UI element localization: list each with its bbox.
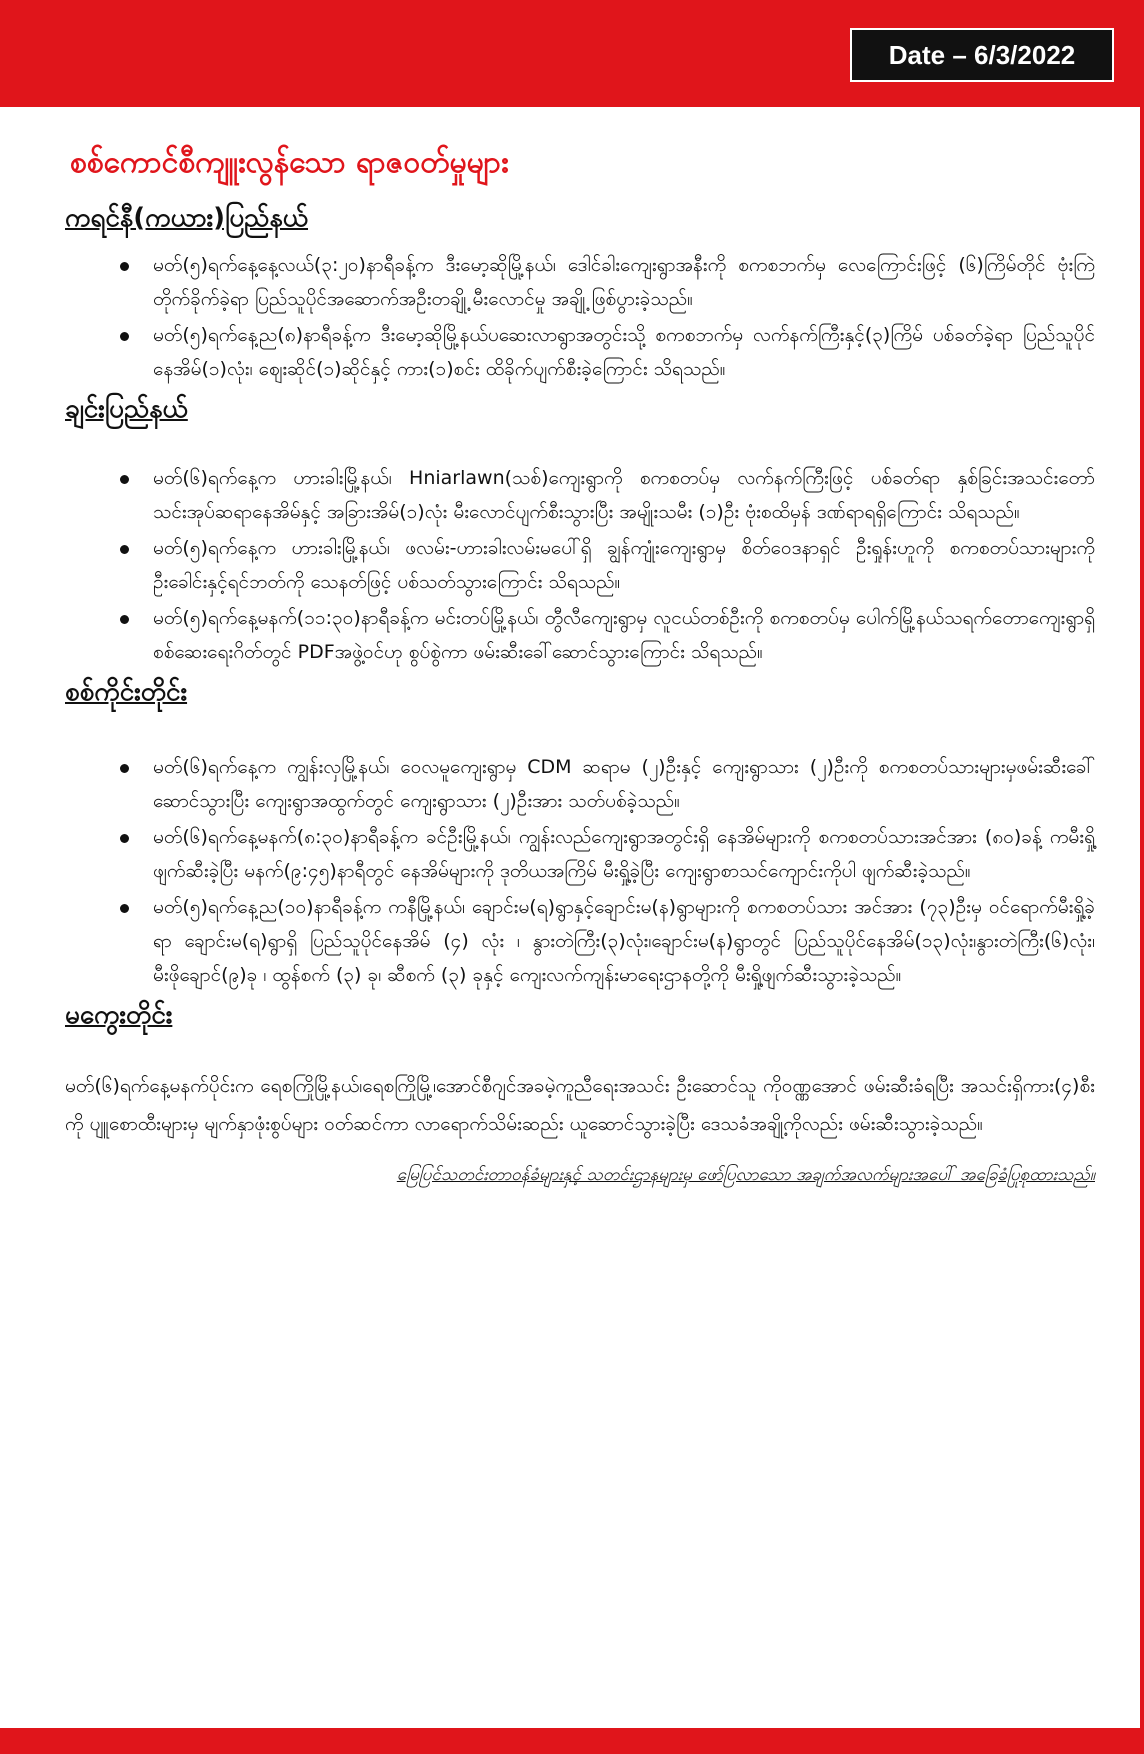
section-title-chin: ချင်းပြည်နယ် xyxy=(65,394,188,424)
item-text: မတ်(၅)ရက်နေ့ည(၁၀)နာရီခန့်က ကနီမြို့နယ်၊ ချောင်းမ(ရ)ရွာနှင့်ချောင်းမ(န)ရွာများကို စကစတပ်သား အင်အား (၇၃)ဦးမှ ဝင်ရောက်မီးရှို့ခဲ့ရာ ချောင်းမ(ရ)ရွာရှိ ပြည်သူပိုင်နေအိမ် (၄) လုံး ၊ နွားတဲကြီး(၃)လုံး၊ချောင်းမ(န)ရွာတွင် ပြည်သူပိုင်နေအိမ်(၁၃)လုံး၊နွားတဲကြီး(၆)လုံး၊မီးဖိုချောင်(၉)ခု ၊ ထွန်စက် (၃) ခု၊ ဆီစက် (၃) ခုနှင့် ကျေးလက်ကျန်းမာရေးဌာနတို့ကို မီးရှို့ဖျက်ဆီးသွားခဲ့သည်။ xyxy=(153,896,1095,986)
item-list xyxy=(65,461,1095,669)
item-text: မတ်(၆)ရက်နေ့က ကျွန်းလှမြို့နယ်၊ ဝေလမူကျေးရွာမှ CDM ဆရာမ (၂)ဦးနှင့် ကျေးရွာသား (၂)ဦးကို စကစတပ်သားများမှဖမ်းဆီးခေါ်ဆောင်သွားပြီး ကျေးရွာအထွက်တွင် ကျေးရွာသား (၂)ဦးအား သတ်ပစ်ခဲ့သည်။ xyxy=(153,756,1095,812)
item-text: မတ်(၆)ရက်နေ့က ဟားခါးမြို့နယ်၊ Hniarlawn(သစ်)ကျေးရွာကို စကစတပ်မှ လက်နက်ကြီးဖြင့် ပစ်ခတ်ရာ နှစ်ခြင်းအသင်းတော် သင်းအုပ်ဆရာနေအိမ်နှင့် အခြားအိမ်(၁)လုံး မီးလောင်ပျက်စီးသွားပြီး အမျိုးသမီး (၁)ဦး ဗုံးစထိမှန် ဒဏ်ရာရရှိကြောင်း သိရသည်။ xyxy=(153,467,1095,523)
item-list xyxy=(65,750,1095,992)
section-title-kayah: ကရင်နီ(ကယား)ပြည်နယ် xyxy=(65,203,309,233)
date-label: Date – 6/3/2022 xyxy=(850,28,1114,82)
bullet-icon xyxy=(120,904,129,913)
bullet-icon xyxy=(120,615,129,624)
list-item xyxy=(120,248,1095,316)
list-item xyxy=(120,531,1095,599)
section-title-magway: မကွေးတိုင်း xyxy=(65,1000,173,1030)
item-text: မတ်(၅)ရက်နေ့မနက်(၁၁:၃၀)နာရီခန့်က မင်းတပ်မြို့နယ်၊ တွီလီကျေးရွာမှ လူငယ်တစ်ဦးကို စကစတပ်မှ ပေါက်မြို့နယ်သရက်တောကျေးရွာရှိ စစ်ဆေးရေးဂိတ်တွင် PDFအဖွဲ့ဝင်ဟု စွပ်စွဲကာ ဖမ်းဆီးခေါ်ဆောင်သွားကြောင်း သိရသည်။ xyxy=(153,607,1095,663)
right-accent-rule xyxy=(1140,0,1144,1754)
list-item xyxy=(120,890,1095,992)
item-list xyxy=(65,248,1095,386)
document-body xyxy=(65,140,1095,1189)
bullet-icon xyxy=(120,545,129,554)
bullet-icon xyxy=(120,764,129,773)
footer-band xyxy=(0,1728,1144,1754)
bullet-icon xyxy=(120,332,129,341)
bullet-icon xyxy=(120,475,129,484)
list-item xyxy=(120,820,1095,888)
item-text: မတ်(၅)ရက်နေ့က ဟားခါးမြို့နယ်၊ ဖလမ်း-ဟားခါးလမ်းမပေါ်ရှိ ချွန်ကျုံးကျေးရွာမှ စိတ်ဝေဒနာရှင် ဦးရှုန်းဟူကို စကစတပ်သားများကို ဦးခေါင်းနှင့်ရင်ဘတ်ကို သေနတ်ဖြင့် ပစ်သတ်သွားကြောင်း သိရသည်။ xyxy=(153,537,1095,593)
list-item xyxy=(120,750,1095,818)
section-paragraph: မတ်(၆)ရက်နေ့မနက်ပိုင်းက ရေစကြိုမြို့နယ်၊ရေစကြိုမြို့၊အောင်စီဂျင်အခမဲ့ကူညီရေးအသင်း ဦးဆောင်သူ ကိုဝဏ္ဏအောင် ဖမ်းဆီးခံရပြီး အသင်းရှိကား(၄)စီးကို ပျူစောထီးများမှ မျက်နှာဖုံးစွပ်များ ဝတ်ဆင်ကာ လာရောက်သိမ်းဆည်း ယူဆောင်သွားခဲ့ပြီး ဒေသခံအချို့ကိုလည်း ဖမ်းဆီးသွားခဲ့သည်။ xyxy=(65,1075,1095,1135)
list-item xyxy=(120,601,1095,669)
page-title: စစ်ကောင်စီကျူးလွန်သော ရာဇဝတ်မှုများ xyxy=(70,145,509,180)
item-text: မတ်(၅)ရက်နေ့နေ့လယ်(၃:၂၀)နာရီခန့်က ဒီးမော့ဆိုမြို့နယ်၊ ဒေါင်ခါးကျေးရွာအနီးကို စကစဘက်မှ လေကြောင်းဖြင့် (၆)ကြိမ်တိုင် ဗုံးကြဲတိုက်ခိုက်ခဲ့ရာ ပြည်သူပိုင်အဆောက်အဦးတချို့ မီးလောင်မှု အချို့ ဖြစ်ပွားခဲ့သည်။ xyxy=(153,254,1095,310)
list-item xyxy=(120,318,1095,386)
source-note: မြေပြင်သတင်းတာဝန်ခံများနှင့် သတင်းဌာနများမှ ဖော်ပြလာသော အချက်အလက်များအပေါ် အခြေခံပြုစုထားသည်။ xyxy=(396,1165,1095,1185)
list-item xyxy=(120,461,1095,529)
item-text: မတ်(၅)ရက်နေ့ည(၈)နာရီခန့်က ဒီးမော့ဆိုမြို့နယ်ပဆေးလာရွာအတွင်းသို့ စကစဘက်မှ လက်နက်ကြီးနှင့်(၃)ကြိမ် ပစ်ခတ်ခဲ့ရာ ပြည်သူပိုင်နေအိမ်(၁)လုံး၊ ဈေးဆိုင်(၁)ဆိုင်နှင့် ကား(၁)စင်း ထိခိုက်ပျက်စီးခဲ့ကြောင်း သိရသည်။ xyxy=(153,324,1095,380)
bullet-icon xyxy=(120,834,129,843)
item-text: မတ်(၆)ရက်နေ့မနက်(၈:၃၀)နာရီခန့်က ခင်ဦးမြို့နယ်၊ ကျွန်းလည်ကျေးရွာအတွင်းရှိ နေအိမ်များကို စကစတပ်သားအင်အား (၈၀)ခန့် ကမီးရှို့ဖျက်ဆီးခဲ့ပြီး မနက်(၉:၄၅)နာရီတွင် နေအိမ်များကို ဒုတိယအကြိမ် မီးရှို့ခဲ့ပြီး ကျေးရွာစာသင်ကျောင်းကိုပါ ဖျက်ဆီးခဲ့သည်။ xyxy=(153,826,1095,882)
bullet-icon xyxy=(120,262,129,271)
section-title-sagaing: စစ်ကိုင်းတိုင်း xyxy=(65,677,188,707)
